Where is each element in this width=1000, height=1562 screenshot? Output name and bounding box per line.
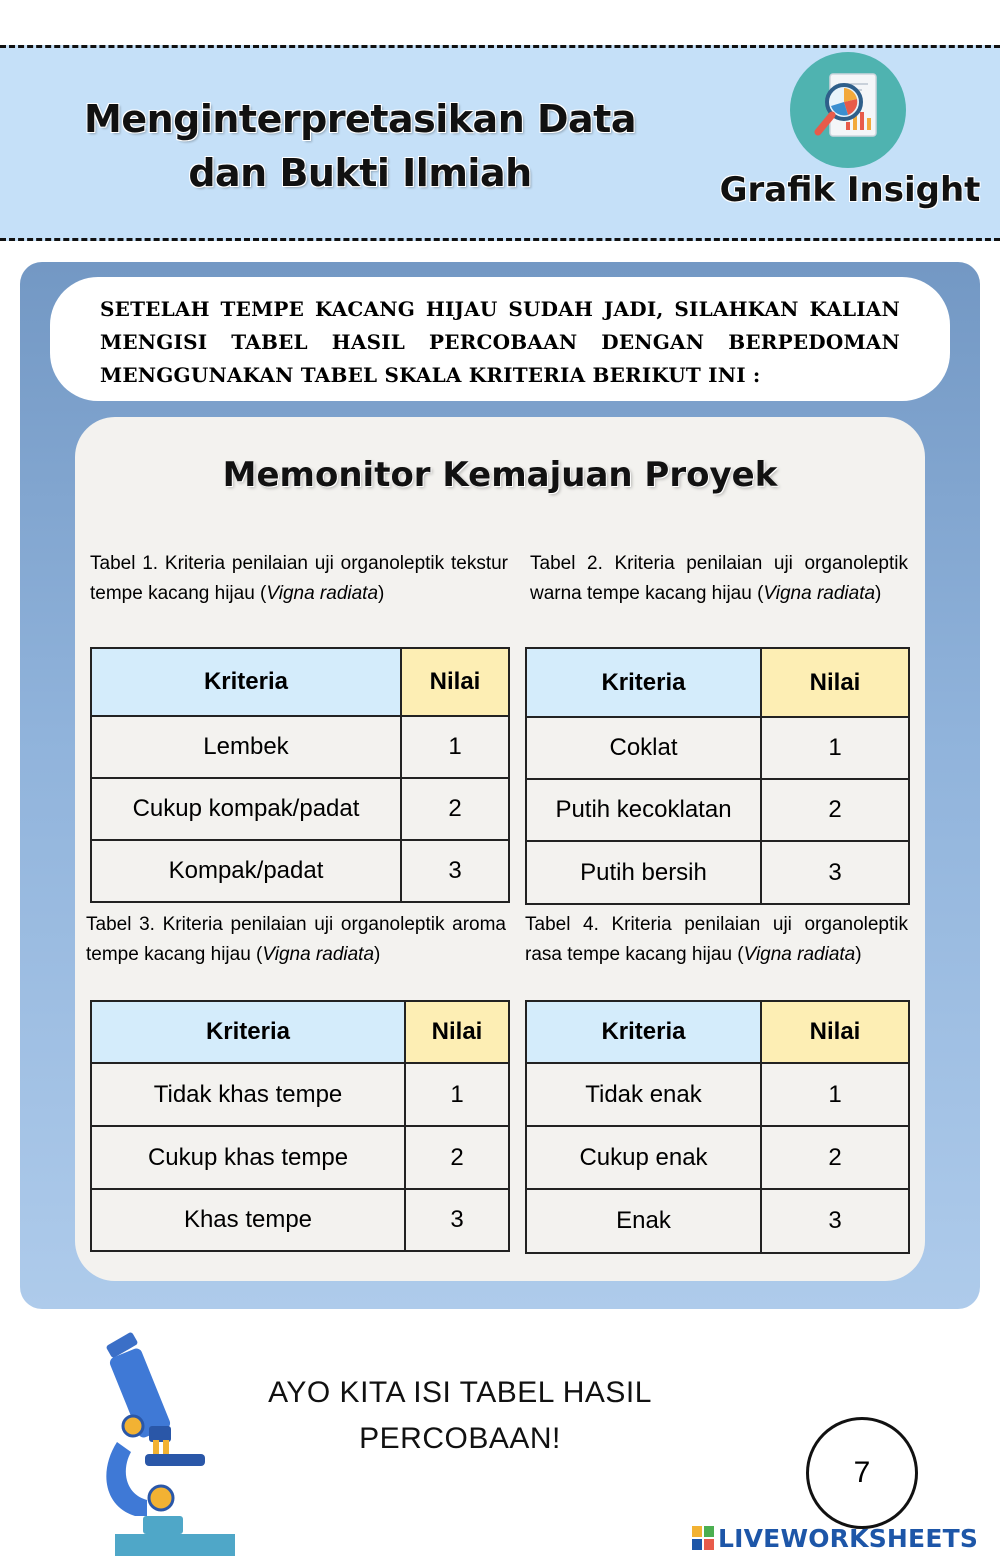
page-title [60,92,660,200]
table-4-header-nilai: Nilai [761,1001,909,1063]
cta-line2: PERCOBAAN! [359,1422,561,1455]
table-2-cell: 3 [761,841,909,904]
table-3-caption-text: Tabel 3. Kriteria penilaian uji organoleptik aroma tempe kacang hijau ( [86,914,506,965]
table-3-cell: Cukup khas tempe [91,1126,405,1189]
table-1-header-kriteria: Kriteria [91,648,401,716]
table-2-cell: 2 [761,779,909,841]
table-1-cell: 2 [401,778,509,840]
table-row [91,840,509,902]
brand-name: Grafik Insight [719,170,981,210]
page-number [806,1417,918,1529]
call-to-action [230,1370,690,1462]
table-3-cell: Tidak khas tempe [91,1063,405,1126]
table-row [91,1189,509,1251]
table-4-caption-species: Vigna radiata [743,944,856,965]
table-3-cell: 2 [405,1126,509,1189]
liveworksheets-text: LIVEWORKSHEETS [718,1523,979,1553]
instruction-box [50,277,950,401]
table-2-cell: Coklat [526,717,761,779]
section-title: Memonitor Kemajuan Proyek [222,455,778,495]
table-4-cell: Cukup enak [526,1126,761,1189]
table-3-header-kriteria: Kriteria [91,1001,405,1063]
table-3-cell: 3 [405,1189,509,1251]
page-number-text: 7 [853,1456,871,1489]
table-4-cell: Enak [526,1189,761,1253]
table-1-cell: 1 [401,716,509,778]
table-4-header-kriteria: Kriteria [526,1001,761,1063]
table-1-caption-text: Tabel 1. Kriteria penilaian uji organoleptik tekstur tempe kacang hijau ( [90,553,508,604]
table-4-cell: 3 [761,1189,909,1253]
grafik-insight-logo [790,52,906,168]
table-row [91,778,509,840]
table-2-caption-text: Tabel 2. Kriteria penilaian uji organoleptik warna tempe kacang hijau ( [530,553,908,604]
table-3-caption [86,910,506,970]
table-3-cell: Khas tempe [91,1189,405,1251]
table-1-cell: 3 [401,840,509,902]
table-row [526,717,909,779]
table-2-cell: 1 [761,717,909,779]
table-2-caption [530,549,908,609]
table-3-caption-species: Vigna radiata [262,944,375,965]
table-1-cell: Cukup kompak/padat [91,778,401,840]
table-4-caption [525,910,908,970]
cta-line1: AYO KITA ISI TABEL HASIL [268,1376,652,1409]
page-title-line1: Menginterpretasikan Data [84,97,636,141]
table-4 [525,1000,910,1254]
table-4-cell: Tidak enak [526,1063,761,1126]
table-4-caption-text: Tabel 4. Kriteria penilaian uji organoleptik rasa tempe kacang hijau ( [525,914,908,965]
table-3-caption-end: ) [374,944,381,965]
table-2-caption-end: ) [875,583,882,604]
table-2-cell: Putih kecoklatan [526,779,761,841]
table-4-caption-end: ) [855,944,862,965]
table-3-header-nilai: Nilai [405,1001,509,1063]
table-1-caption-species: Vigna radiata [266,583,379,604]
page-title-line2: dan Bukti Ilmiah [188,151,532,195]
microscope-icon [95,1330,245,1560]
table-4-cell: 2 [761,1126,909,1189]
table-3 [90,1000,510,1252]
table-row [526,1126,909,1189]
table-row [91,1063,509,1126]
table-row [526,779,909,841]
table-row [526,1189,909,1253]
table-1-cell: Lembek [91,716,401,778]
report-magnifier-icon [790,52,906,168]
table-2-header-nilai: Nilai [761,648,909,717]
table-row [91,1126,509,1189]
instruction-text: SETELAH TEMPE KACANG HIJAU SUDAH JADI, SILAHKAN KALIAN MENGISI TABEL HASIL PERCOBAAN DENGAN BERPEDOMAN MENGGUNAKAN TABEL SKALA KRITERIA BERIKUT INI : [100,297,900,387]
table-2-caption-species: Vigna radiata [763,583,876,604]
liveworksheets-watermark [692,1520,992,1556]
table-2-cell: Putih bersih [526,841,761,904]
table-1-caption-end: ) [378,583,385,604]
table-row [91,716,509,778]
table-row [526,841,909,904]
table-2-header-kriteria: Kriteria [526,648,761,717]
table-3-cell: 1 [405,1063,509,1126]
table-1-header-nilai: Nilai [401,648,509,716]
table-4-cell: 1 [761,1063,909,1126]
liveworksheets-logo-icon [692,1526,714,1550]
table-1 [90,647,510,903]
table-1-caption [90,549,508,609]
table-1-cell: Kompak/padat [91,840,401,902]
table-2 [525,647,910,905]
table-row [526,1063,909,1126]
